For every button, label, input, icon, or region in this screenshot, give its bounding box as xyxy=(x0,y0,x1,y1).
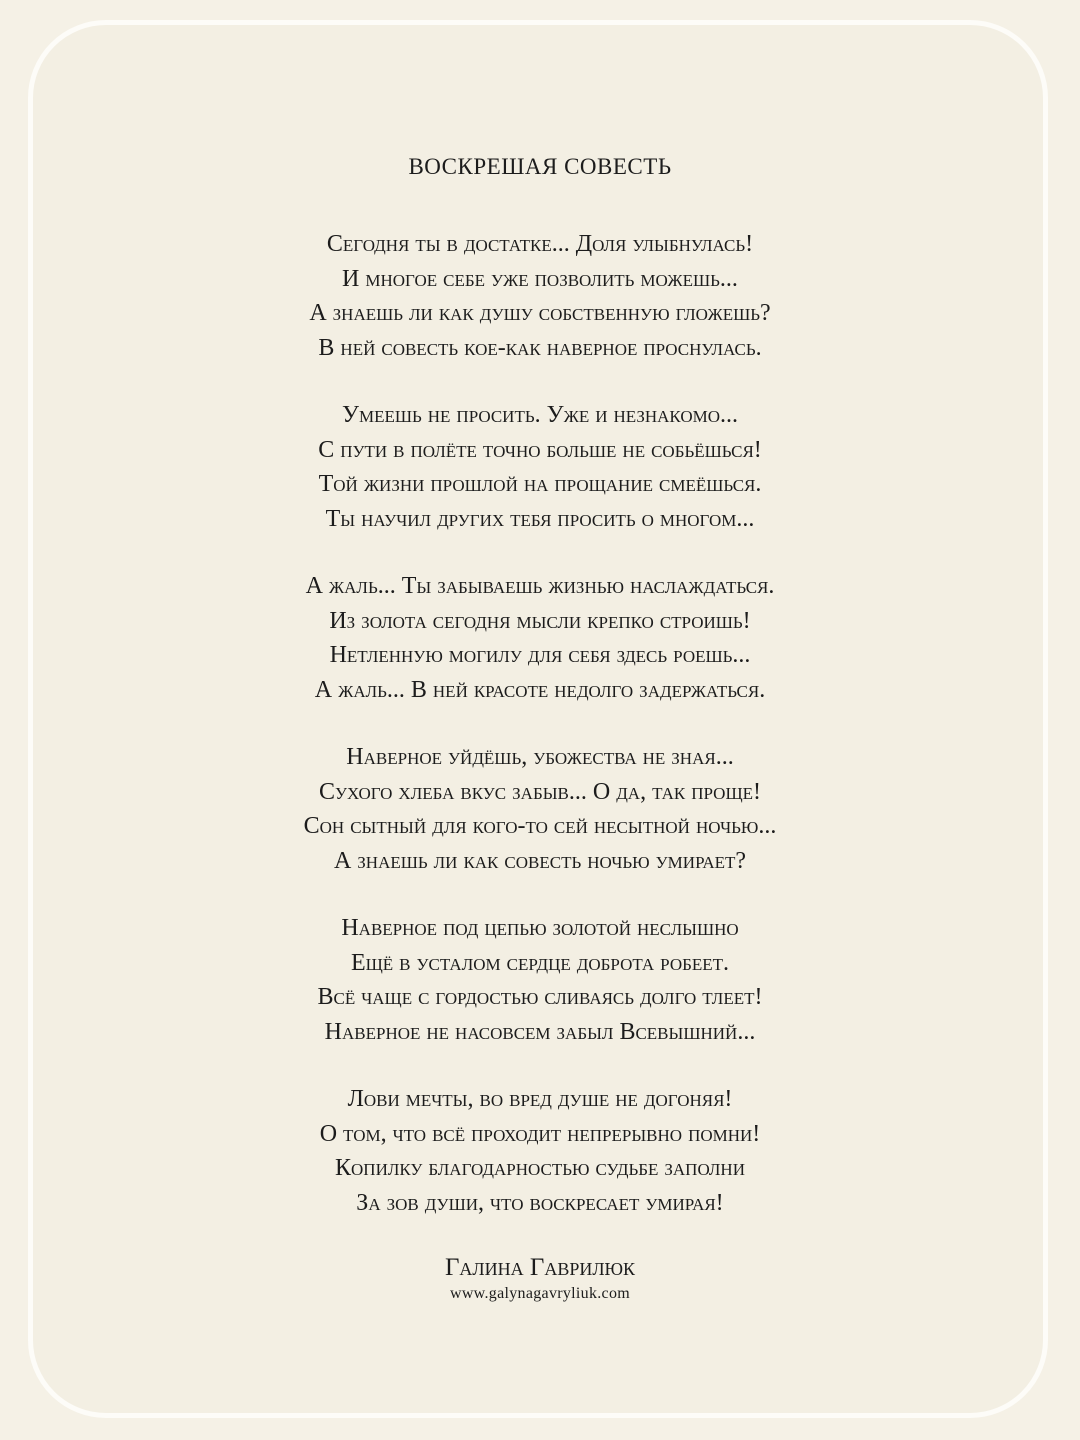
poem-line: В ней совесть кое-как наверное проснулась. xyxy=(318,334,762,361)
poem-line: Наверное под цепью золотой неслышно xyxy=(341,915,739,941)
poem-line: А знаешь ли как душу собственную гложешь? xyxy=(309,300,771,326)
author-name: Галина Гаврилюк xyxy=(444,1254,636,1281)
poem-line: Всё чаще с гордостью сливаясь долго тлеет! xyxy=(317,984,763,1010)
poem-line: Копилку благодарностью судьбе заполни xyxy=(335,1155,745,1181)
stanza-1 xyxy=(0,227,1080,365)
poem-line: Наверное уйдёшь, убожества не зная... xyxy=(346,744,734,770)
stanza-6 xyxy=(0,1082,1080,1220)
poem-line: О том, что всё проходит непрерывно помни! xyxy=(319,1120,761,1147)
poem-line: А жаль... В ней красоте недолго задержаться. xyxy=(314,676,766,703)
stanza-4 xyxy=(0,740,1080,878)
poem-line: И многое себе уже позволить можешь... xyxy=(342,265,738,292)
poem-line: А знаешь ли как совесть ночью умирает? xyxy=(333,847,747,874)
stanza-5 xyxy=(0,911,1080,1049)
poem-line: А жаль... Ты забываешь жизнью наслаждаться. xyxy=(305,573,775,599)
poem-line: Ты научил других тебя просить о многом... xyxy=(325,505,755,532)
author-website: www.galynagavryliuk.com xyxy=(449,1285,631,1302)
stanza-3 xyxy=(0,569,1080,707)
stanza-2 xyxy=(0,398,1080,536)
poem xyxy=(0,150,1080,1305)
poem-title: ВОСКРЕШАЯ СОВЕСТЬ xyxy=(408,154,672,179)
poem-line: С пути в полёте точно больше не собьёшься! xyxy=(318,436,762,463)
poem-line: Сегодня ты в достатке... Доля улыбнулась! xyxy=(326,231,754,257)
poem-line: Умеешь не просить. Уже и незнакомо... xyxy=(341,402,739,428)
poem-line: Сухого хлеба вкус забыв... О да, так проще! xyxy=(319,778,761,805)
poem-line: Наверное не насовсем забыл Всевышний... xyxy=(324,1018,756,1045)
poem-line: Той жизни прошлой на прощание смеёшься. xyxy=(318,471,762,497)
poem-line: Из золота сегодня мысли крепко строишь! xyxy=(329,607,751,634)
poem-line: Нетленную могилу для себя здесь роешь... xyxy=(329,642,751,668)
poem-line: Сон сытный для кого-то сей несытной ночью... xyxy=(303,813,777,839)
poem-line: За зов души, что воскресает умирая! xyxy=(356,1189,724,1216)
poem-line: Лови мечты, во вред душе не догоняя! xyxy=(347,1086,733,1112)
poem-line: Ещё в усталом сердце доброта робеет. xyxy=(350,949,730,976)
